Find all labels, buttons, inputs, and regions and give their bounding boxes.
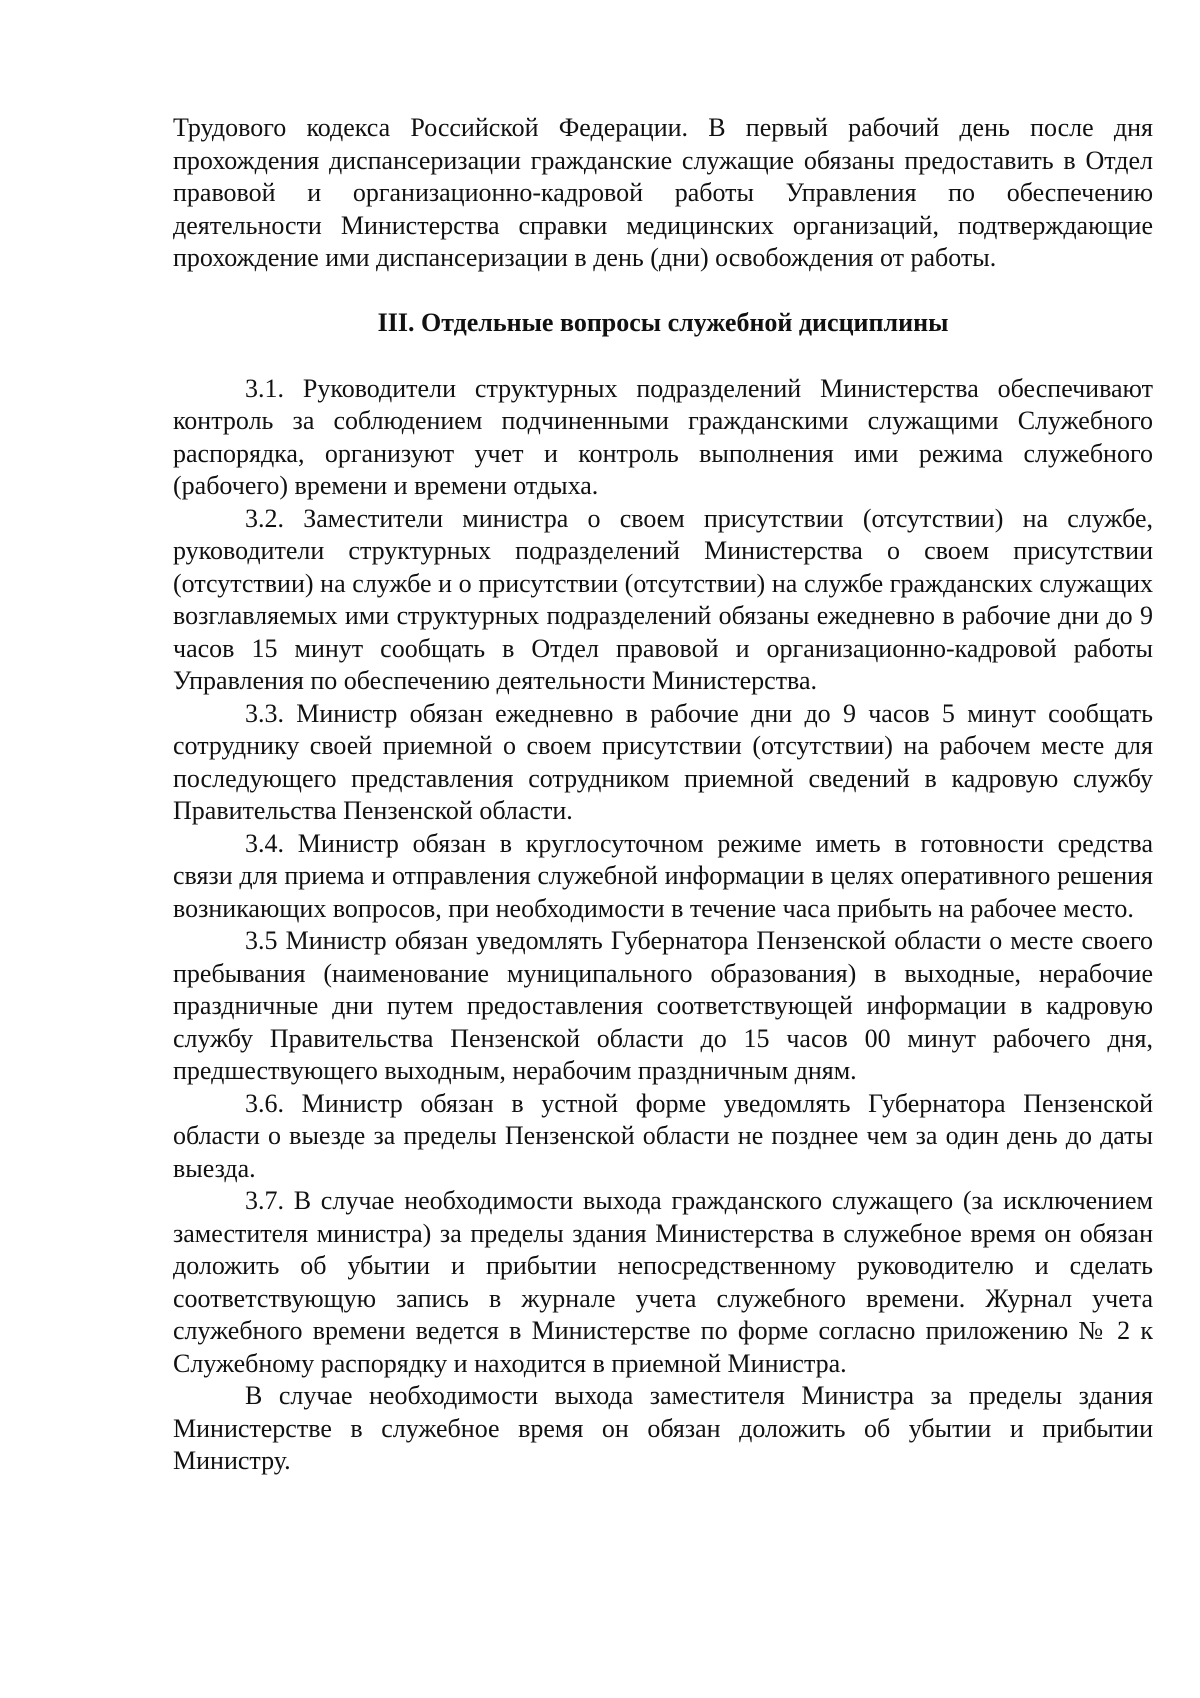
paragraph-3-7-continued: В случае необходимости выхода заместителя Министра за пределы здания Министерстве в служебное время он обязан доложить об убытии и прибытии Министру. [173, 1381, 1153, 1475]
intro-paragraph: Трудового кодекса Российской Федерации. В первый рабочий день после дня прохождения диспансеризации гражданские служащие обязаны предоставить в Отдел правовой и организационно-кадровой работы Управления по обеспечению деятельности Министерства справки медицинских организаций, подтверждающие прохождение ими диспансеризации в день (дни) освобождения от работы. [173, 113, 1153, 272]
paragraph-3-3: 3.3. Министр обязан ежедневно в рабочие дни до 9 часов 5 минут сообщать сотруднику своей приемной о своем присутствии (отсутствии) на рабочем месте для последующего представления сотрудником приемной сведений в кадровую службу Правительства Пензенской области. [173, 698, 1153, 825]
paragraph-3-5: 3.5 Министр обязан уведомлять Губернатора Пензенской области о месте своего пребывания (наименование муниципального образования) в выходные, нерабочие праздничные дни путем предоставления соответствующей информации в кадровую службу Правительства Пензенской области до 15 часов 00 минут рабочего дня, предшествующего выходным, нерабочим праздничным дням. [173, 926, 1153, 1085]
paragraph-3-1: 3.1. Руководители структурных подразделений Министерства обеспечивают контроль за соблюдением подчиненными гражданскими служащими Служебного распорядка, организуют учет и контроль выполнения ими режима служебного (рабочего) времени и времени отдыха. [173, 373, 1153, 500]
paragraph-3-7: 3.7. В случае необходимости выхода гражданского служащего (за исключением заместителя министра) за пределы здания Министерства в служебное время он обязан доложить об убытии и прибытии непосредственному руководителю и сделать соответствующую запись в журнале учета служебного времени. Журнал учета служебного времени ведется в Министерстве по форме согласно приложению № 2 к Служебному распорядку и находится в приемной Министра. [173, 1186, 1153, 1378]
paragraph-3-4: 3.4. Министр обязан в круглосуточном режиме иметь в готовности средства связи для приема и отправления служебной информации в целях оперативного решения возникающих вопросов, при необходимости в течение часа прибыть на рабочее место. [173, 828, 1153, 923]
paragraph-3-6: 3.6. Министр обязан в устной форме уведомлять Губернатора Пензенской области о выезде за пределы Пензенской области не позднее чем за один день до даты выезда. [173, 1088, 1153, 1183]
section-title: III. Отдельные вопросы служебной дисциплины [377, 307, 949, 337]
document-page [173, 112, 1153, 1478]
paragraph-3-2: 3.2. Заместители министра о своем присутствии (отсутствии) на службе, руководители структурных подразделений Министерства о своем присутствии (отсутствии) на службе и о присутствии (отсутствии) на службе гражданских служащих возглавляемых ими структурных подразделений обязаны ежедневно в рабочие дни до 9 часов 15 минут сообщать в Отдел правовой и организационно-кадровой работы Управления по обеспечению деятельности Министерства. [173, 503, 1153, 695]
